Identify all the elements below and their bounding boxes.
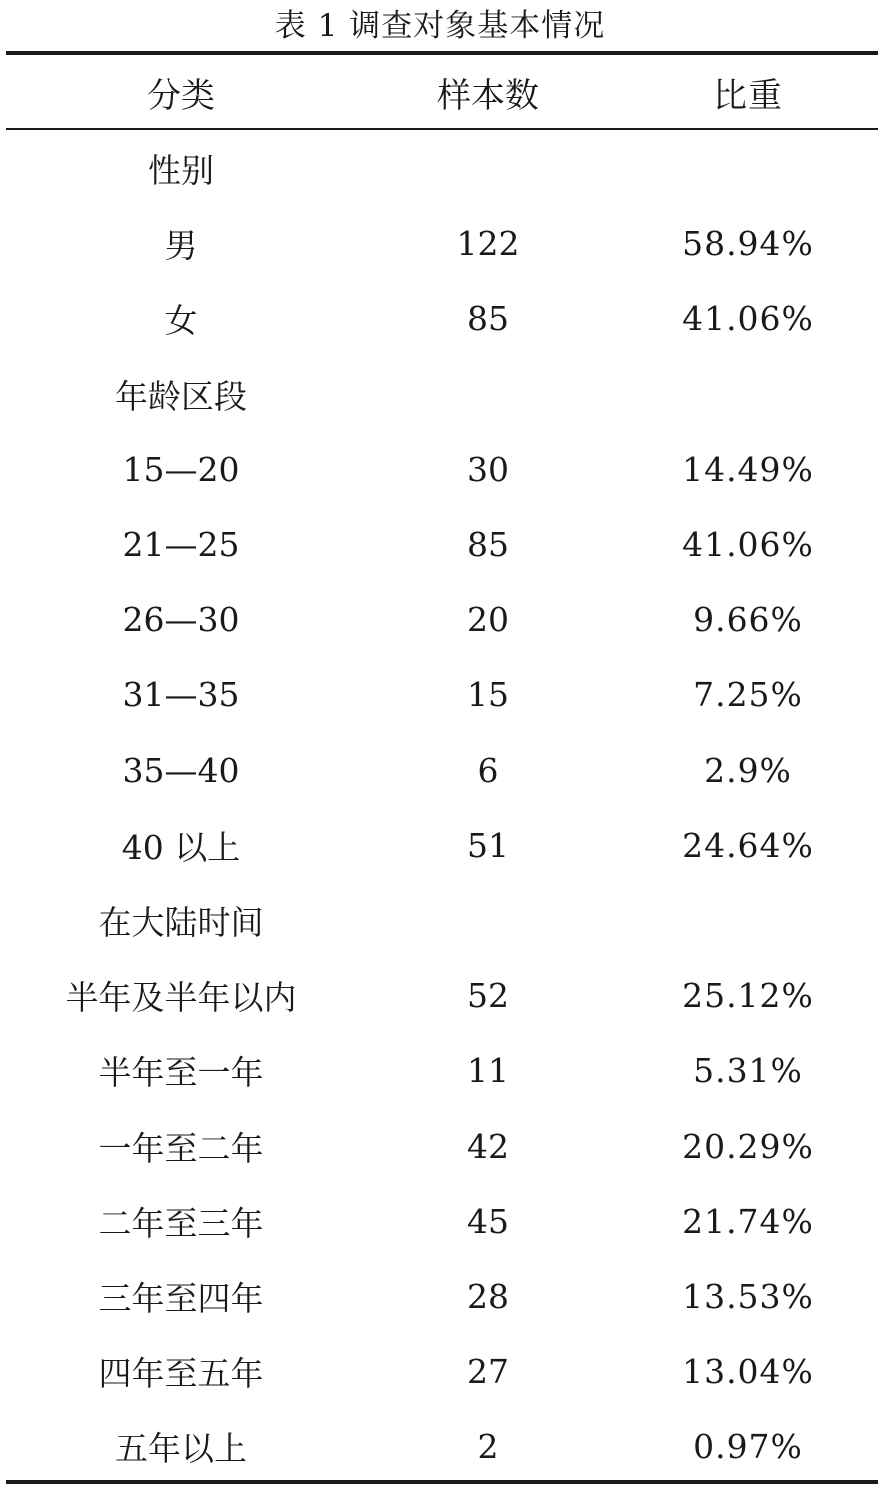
header-sample-count: 样本数 [437, 75, 539, 116]
table-row [0, 958, 880, 1033]
row-sample-count: 30 [467, 449, 509, 489]
table-row [0, 582, 880, 657]
row-sample-count: 11 [467, 1051, 509, 1091]
row-share: 41.06% [682, 525, 814, 564]
row-category: 15—20 [122, 449, 240, 489]
row-share: 24.64% [682, 825, 814, 865]
row-category: 40 以上 [121, 827, 241, 867]
row-category: 半年及半年以内 [65, 978, 297, 1018]
row-share: 25.12% [682, 976, 814, 1016]
table-row [0, 432, 880, 507]
row-sample-count: 51 [467, 825, 509, 865]
row-share: 58.94% [682, 224, 814, 264]
table-row [0, 1033, 880, 1108]
row-sample-count [388, 131, 588, 206]
row-sample-count: 20 [467, 600, 509, 640]
row-category: 在大陆时间 [98, 903, 264, 942]
row-share: 14.49% [682, 449, 814, 489]
row-share [648, 883, 848, 958]
row-sample-count: 15 [467, 675, 509, 715]
row-share: 9.66% [693, 600, 803, 640]
row-sample-count: 42 [467, 1126, 509, 1166]
row-category: 31—35 [122, 675, 240, 715]
row-sample-count: 85 [467, 525, 509, 564]
row-share [648, 131, 848, 206]
top-rule [6, 51, 878, 55]
table-row [0, 657, 880, 732]
table-caption: 表 1 调查对象基本情况 [274, 8, 606, 44]
table-header-row [0, 56, 880, 128]
row-share: 41.06% [682, 299, 814, 339]
row-category: 35—40 [122, 750, 240, 790]
table-row [0, 808, 880, 883]
table-row [0, 1409, 880, 1484]
table-row [0, 357, 880, 432]
table-row [0, 883, 880, 958]
table-row [0, 1109, 880, 1184]
row-sample-count: 122 [456, 224, 520, 264]
row-category: 男 [164, 226, 198, 266]
table-row [0, 1259, 880, 1334]
header-share: 比重 [713, 75, 783, 116]
row-category: 二年至三年 [98, 1203, 264, 1243]
row-category: 五年以上 [115, 1429, 247, 1469]
header-category: 分类 [147, 75, 215, 116]
row-category: 年龄区段 [115, 376, 247, 416]
row-share [648, 357, 848, 432]
row-share: 21.74% [682, 1201, 814, 1241]
row-share: 13.04% [682, 1352, 814, 1392]
row-category: 一年至二年 [98, 1128, 264, 1168]
row-sample-count: 85 [467, 299, 509, 339]
row-share: 13.53% [682, 1277, 814, 1316]
table-row [0, 507, 880, 582]
row-category: 三年至四年 [98, 1279, 264, 1318]
row-sample-count: 27 [467, 1352, 509, 1392]
bottom-rule [6, 1480, 878, 1484]
row-sample-count: 6 [477, 750, 499, 790]
row-share: 5.31% [693, 1051, 803, 1091]
row-share: 0.97% [693, 1427, 803, 1467]
table-row [0, 131, 880, 206]
table-row [0, 1184, 880, 1259]
row-sample-count: 2 [477, 1427, 499, 1467]
table-row [0, 1334, 880, 1409]
row-sample-count: 52 [467, 976, 509, 1016]
row-share: 7.25% [693, 675, 803, 715]
row-category: 四年至五年 [98, 1354, 264, 1394]
row-category: 半年至一年 [98, 1053, 264, 1093]
row-sample-count [388, 883, 588, 958]
row-category: 性别 [148, 151, 214, 190]
table-row [0, 206, 880, 281]
row-sample-count [388, 357, 588, 432]
row-category: 26—30 [122, 600, 240, 640]
table-row [0, 733, 880, 808]
row-sample-count: 28 [467, 1277, 509, 1316]
header-rule [6, 128, 878, 130]
row-share: 20.29% [682, 1126, 814, 1166]
table-row [0, 281, 880, 356]
row-share: 2.9% [704, 750, 792, 790]
row-category: 21—25 [122, 525, 240, 564]
row-sample-count: 45 [467, 1201, 509, 1241]
row-category: 女 [164, 301, 198, 341]
